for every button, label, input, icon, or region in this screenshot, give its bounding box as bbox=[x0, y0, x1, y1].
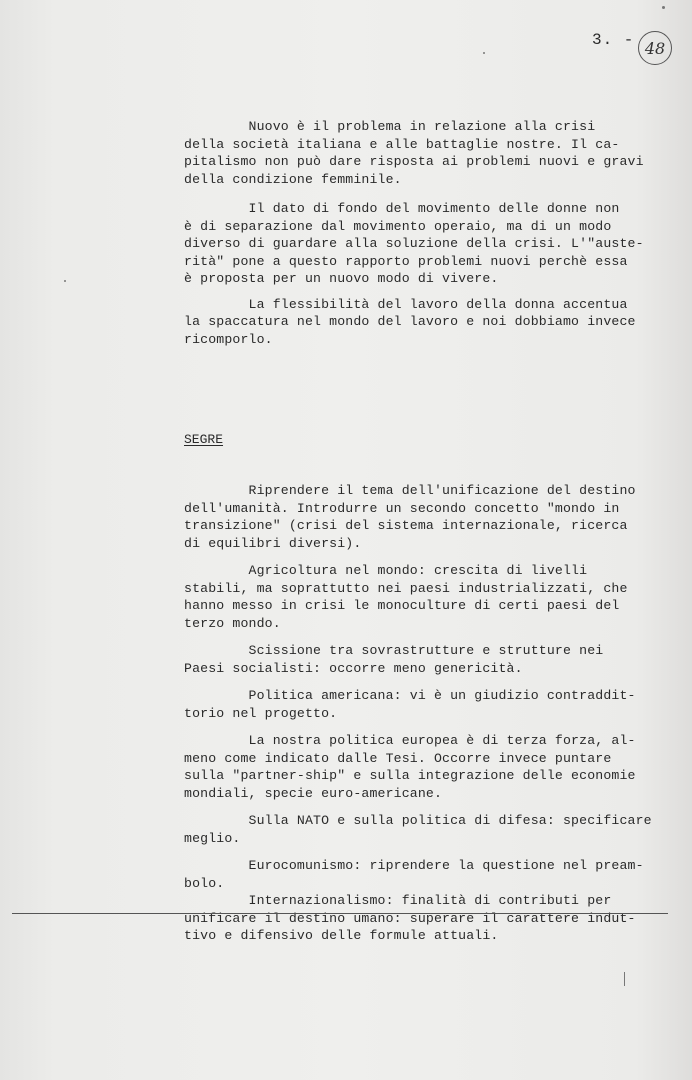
text-line: diverso di guardare alla soluzione della crisi. L'"auste- bbox=[184, 236, 644, 251]
text-line: Sulla NATO e sulla politica di difesa: specificare bbox=[184, 813, 652, 828]
speck bbox=[624, 972, 625, 986]
text-line: Il dato di fondo del movimento delle donne non bbox=[184, 201, 620, 216]
text-line: la spaccatura nel mondo del lavoro e noi dobbiamo invece bbox=[184, 314, 636, 329]
paragraph bbox=[184, 200, 664, 288]
text-line: della società italiana e alle battaglie nostre. Il ca- bbox=[184, 136, 620, 152]
bottom-rule bbox=[12, 913, 668, 914]
speck bbox=[483, 52, 485, 54]
paragraph bbox=[184, 812, 664, 847]
text-line: terzo mondo. bbox=[184, 615, 281, 631]
paragraph bbox=[184, 562, 664, 632]
paragraph bbox=[184, 857, 664, 892]
text-line: transizione" (crisi del sistema internazionale, ricerca bbox=[184, 518, 628, 533]
section-1-text bbox=[184, 118, 664, 348]
text-line: pitalismo non può dare risposta ai problemi nuovi e gravi bbox=[184, 154, 644, 169]
paragraph bbox=[184, 296, 664, 349]
paragraph bbox=[184, 118, 664, 188]
paragraph bbox=[184, 892, 664, 945]
paragraph bbox=[184, 687, 664, 722]
text-line: ricomporlo. bbox=[184, 331, 273, 347]
text-line: di equilibri diversi). bbox=[184, 535, 362, 551]
text-line: meno come indicato dalle Tesi. Occorre invece puntare bbox=[184, 750, 612, 766]
speck bbox=[662, 6, 665, 9]
text-line: tivo e difensivo delle formule attuali. bbox=[184, 928, 499, 943]
paragraph bbox=[184, 482, 664, 552]
text-line: Paesi socialisti: occorre meno genericità. bbox=[184, 660, 523, 676]
paragraph bbox=[184, 732, 664, 802]
text-line: Nuovo è il problema in relazione alla crisi bbox=[184, 119, 596, 134]
text-line: della condizione femminile. bbox=[184, 171, 402, 187]
text-line: mondiali, specie euro-americane. bbox=[184, 785, 443, 801]
text-line: sulla "partner-ship" e sulla integrazione delle economie bbox=[184, 768, 636, 783]
text-line: unificare il destino umano: superare il carattere indut- bbox=[184, 910, 636, 926]
text-line: dell'umanità. Introdurre un secondo concetto "mondo in bbox=[184, 500, 620, 516]
text-line: Scissione tra sovrastrutture e strutture nei bbox=[184, 643, 604, 658]
text-line: Politica americana: vi è un giudizio contraddit- bbox=[184, 688, 636, 703]
paragraph bbox=[184, 642, 664, 677]
speaker-name: SEGRE bbox=[184, 432, 224, 447]
text-line: torio nel progetto. bbox=[184, 705, 338, 721]
text-line: stabili, ma soprattutto nei paesi industrializzati, che bbox=[184, 580, 628, 596]
text-line: Eurocomunismo: riprendere la questione nel pream- bbox=[184, 858, 644, 873]
text-line: Internazionalismo: finalità di contributi per bbox=[184, 893, 612, 908]
text-line: La nostra politica europea è di terza forza, al- bbox=[184, 733, 636, 748]
text-line: è di separazione dal movimento operaio, ma di un modo bbox=[184, 218, 612, 234]
text-line: rità" pone a questo rapporto problemi nuovi perchè essa bbox=[184, 253, 628, 269]
text-line: è proposta per un nuovo modo di vivere. bbox=[184, 271, 499, 286]
text-line: meglio. bbox=[184, 830, 241, 846]
text-line: Riprendere il tema dell'unificazione del destino bbox=[184, 483, 636, 498]
text-line: hanno messo in crisi le monoculture di certi paesi del bbox=[184, 598, 620, 613]
text-line: Agricoltura nel mondo: crescita di livelli bbox=[184, 563, 588, 578]
page-number: 3. - bbox=[592, 31, 635, 49]
text-line: La flessibilità del lavoro della donna accentua bbox=[184, 296, 628, 312]
speck bbox=[64, 280, 66, 282]
page-stamp: 48 bbox=[638, 31, 672, 65]
section-2-text bbox=[184, 482, 664, 945]
text-line: bolo. bbox=[184, 875, 225, 891]
